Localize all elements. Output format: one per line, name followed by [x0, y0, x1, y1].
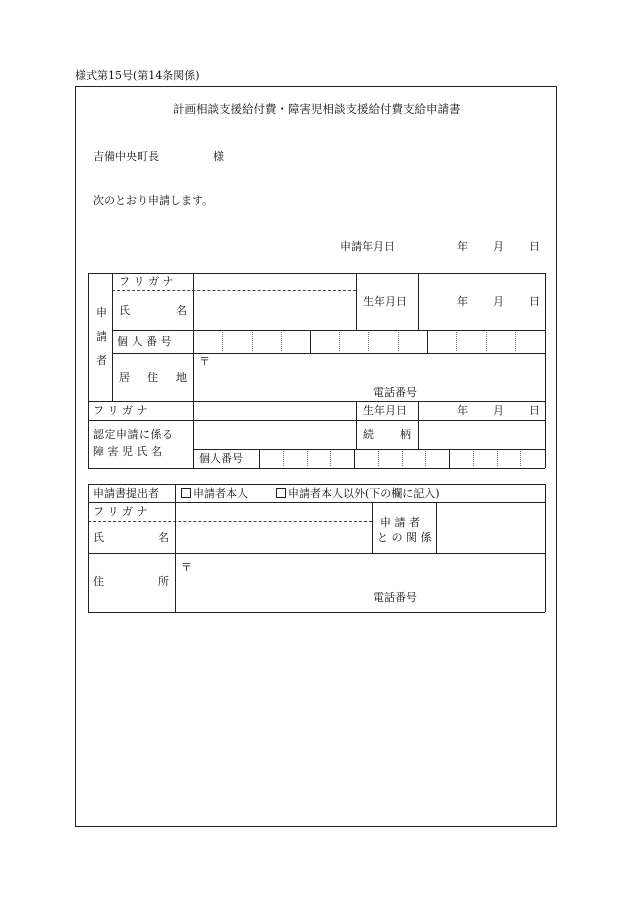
submitter-relation-label-1: 申 請 者 — [380, 516, 420, 529]
submitter-label: 申請書提出者 — [93, 487, 159, 500]
submitter-name-label-2: 名 — [158, 531, 169, 544]
submitter-relation-label-2: と の 関 係 — [377, 531, 432, 544]
applicant-section-label-3: 者 — [96, 354, 107, 367]
applicant-address-label-1: 居 — [119, 371, 130, 384]
applicant-phone-label: 電話番号 — [373, 386, 417, 399]
child-id-number-label: 個人番号 — [199, 452, 243, 465]
other-checkbox[interactable] — [276, 488, 286, 498]
applicant-dob-day-unit: 日 — [529, 295, 540, 308]
child-dob-month-unit: 月 — [493, 404, 504, 417]
applicant-dob-year-unit: 年 — [457, 295, 468, 308]
child-dob-day-unit: 日 — [529, 404, 540, 417]
child-relation-label-2: 柄 — [400, 428, 411, 441]
addressee: 吉備中央町長 — [93, 150, 159, 163]
child-dob-year-unit: 年 — [457, 404, 468, 417]
application-statement: 次のとおり申請します。 — [93, 194, 214, 207]
application-date-year-unit: 年 — [457, 240, 468, 253]
applicant-furigana-label: フ リ ガ ナ — [119, 275, 174, 288]
child-dob-label: 生年月日 — [363, 404, 407, 417]
other-option-label: 申請者本人以外(下の欄に記入) — [288, 487, 440, 500]
application-date-month-unit: 月 — [493, 240, 504, 253]
form-title: 計画相談支援給付費・障害児相談支援給付費支給申請書 — [173, 102, 461, 116]
applicant-section-label-2: 請 — [96, 330, 107, 343]
applicant-address-label-3: 地 — [176, 371, 187, 384]
self-checkbox[interactable] — [181, 488, 191, 498]
applicant-name-label-1: 氏 — [119, 304, 130, 317]
applicant-section-label-1: 申 — [96, 306, 107, 319]
form-number: 様式第15号(第14条関係) — [75, 69, 200, 82]
application-date-day-unit: 日 — [529, 240, 540, 253]
submitter-option-other[interactable] — [276, 488, 440, 499]
applicant-id-number-label: 個 人 番 号 — [117, 335, 172, 348]
submitter-furigana-label: フ リ ガ ナ — [93, 505, 148, 518]
submitter-phone-label: 電話番号 — [373, 591, 417, 604]
submitter-option-self[interactable] — [181, 488, 248, 499]
applicant-address-label-2: 住 — [147, 371, 158, 384]
self-option-label: 申請者本人 — [193, 487, 248, 500]
child-furigana-label: フ リ ガ ナ — [93, 404, 148, 417]
applicant-postal-mark: 〒 — [199, 355, 210, 368]
applicant-dob-month-unit: 月 — [493, 295, 504, 308]
applicant-dob-label: 生年月日 — [363, 295, 407, 308]
child-name-label-2: 障 害 児 氏 名 — [93, 445, 162, 458]
child-name-label-1: 認定申請に係る — [93, 428, 174, 441]
applicant-name-label-2: 名 — [176, 304, 187, 317]
application-date-label: 申請年月日 — [340, 240, 395, 253]
submitter-name-label-1: 氏 — [93, 531, 104, 544]
submitter-postal-mark: 〒 — [181, 561, 192, 574]
child-relation-label-1: 続 — [363, 428, 374, 441]
submitter-address-label-2: 所 — [158, 575, 169, 588]
honorific: 様 — [213, 150, 224, 163]
submitter-address-label-1: 住 — [93, 575, 104, 588]
